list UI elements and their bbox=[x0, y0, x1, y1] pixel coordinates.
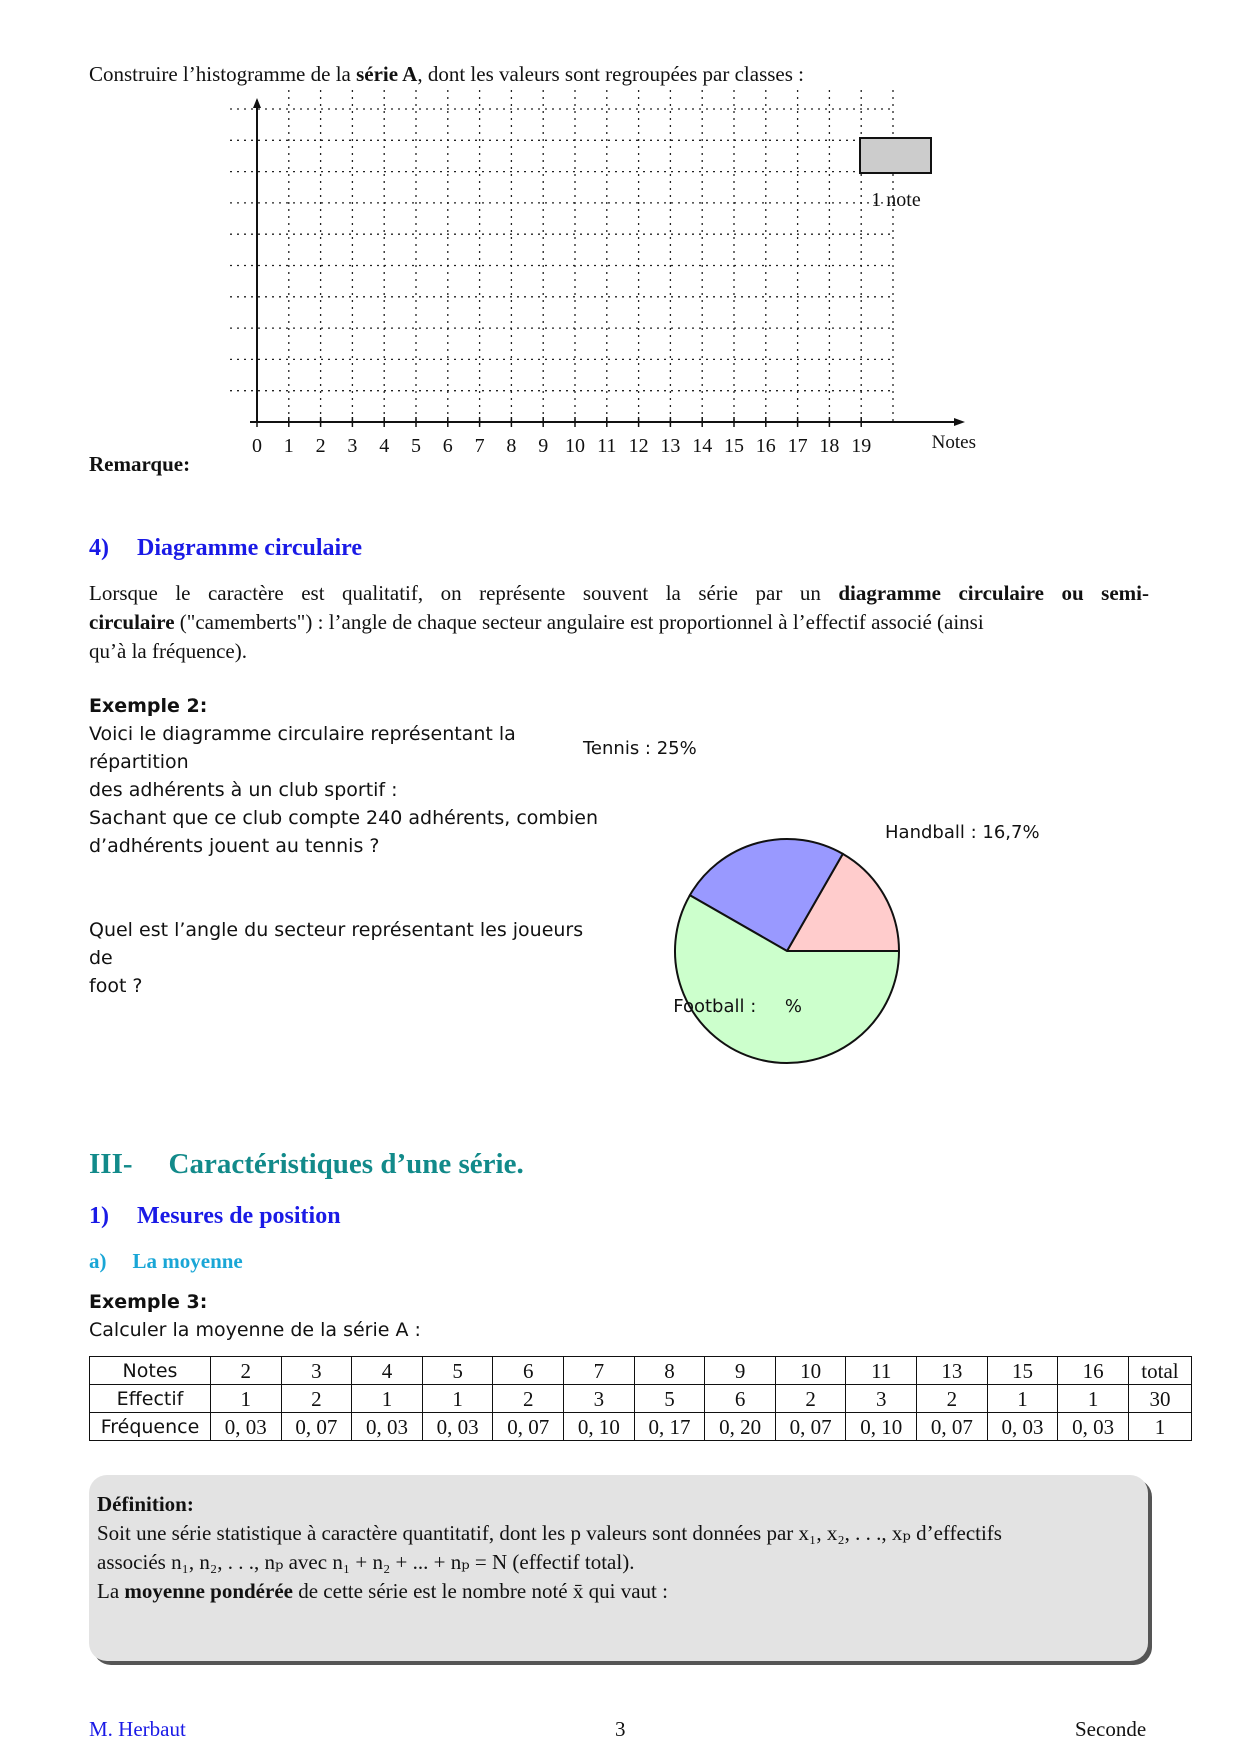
unit-legend-label: 1 note bbox=[871, 189, 921, 211]
example-2-line: des adhérents à un club sportif : bbox=[89, 779, 398, 801]
example-3 bbox=[89, 1288, 421, 1344]
table-cell: 1 bbox=[1128, 1413, 1191, 1441]
x-tick-label: 17 bbox=[787, 435, 808, 457]
table-cell: 0, 20 bbox=[705, 1413, 776, 1441]
x-tick-label: 15 bbox=[724, 435, 744, 457]
x-tick-label: 2 bbox=[315, 435, 326, 457]
table-cell: 1 bbox=[422, 1385, 493, 1413]
table-cell: 4 bbox=[352, 1357, 423, 1385]
table-cell: 0, 10 bbox=[846, 1413, 917, 1441]
x-tick-label: 7 bbox=[474, 435, 485, 457]
footer-author: M. Herbaut bbox=[89, 1717, 186, 1741]
table-cell: 30 bbox=[1128, 1385, 1191, 1413]
table-cell: 1 bbox=[211, 1385, 282, 1413]
table-cell: 1 bbox=[1058, 1385, 1129, 1413]
table-cell: 0, 07 bbox=[775, 1413, 846, 1441]
table-cell: 11 bbox=[846, 1357, 917, 1385]
example-2-question: foot ? bbox=[89, 975, 143, 997]
subsection-1-heading: 1) Mesures de position bbox=[89, 1203, 341, 1229]
table-cell: 9 bbox=[705, 1357, 776, 1385]
paragraph-line-3: qu’à la fréquence). bbox=[89, 639, 247, 663]
table-cell: 3 bbox=[846, 1385, 917, 1413]
table-cell: 15 bbox=[987, 1357, 1058, 1385]
table-cell: 2 bbox=[775, 1385, 846, 1413]
table-cell: 0, 10 bbox=[564, 1413, 635, 1441]
section-4-paragraph bbox=[89, 579, 1149, 666]
table-cell: 0, 07 bbox=[281, 1413, 352, 1441]
x-tick-label: 14 bbox=[692, 435, 713, 457]
example-2-line: Sachant que ce club compte 240 adhérents, combien bbox=[89, 807, 599, 829]
example-2-line: d’adhérents jouent au tennis ? bbox=[89, 835, 380, 857]
table-cell: 5 bbox=[634, 1385, 705, 1413]
section-4-heading: 4) Diagramme circulaire bbox=[89, 535, 363, 561]
row-header: Notes bbox=[90, 1357, 211, 1385]
table-cell: 6 bbox=[705, 1385, 776, 1413]
x-tick-label: 8 bbox=[506, 435, 517, 457]
table-cell: 10 bbox=[775, 1357, 846, 1385]
example-2-question: Quel est l’angle du secteur représentant les joueurs de bbox=[89, 919, 584, 969]
x-tick-labels bbox=[252, 435, 871, 457]
x-tick-label: 10 bbox=[565, 435, 585, 457]
table-cell: 2 bbox=[211, 1357, 282, 1385]
x-tick-label: 19 bbox=[851, 435, 872, 457]
table-cell: 0, 03 bbox=[422, 1413, 493, 1441]
pie-chart bbox=[583, 738, 1160, 1090]
table-cell: 2 bbox=[917, 1385, 988, 1413]
example-2-line: Voici le diagramme circulaire représentant la répartition bbox=[89, 723, 516, 773]
example-2-heading: Exemple 2: bbox=[89, 695, 208, 717]
section-III-heading: III- Caractéristiques d’une série. bbox=[89, 1148, 524, 1180]
pie-label: Football : % bbox=[673, 996, 802, 1017]
table-row bbox=[90, 1357, 1192, 1385]
table-cell: 6 bbox=[493, 1357, 564, 1385]
paragraph-line-1: Lorsque le caractère est qualitatif, on représente souvent la série par un diagramme circulaire ou semi- bbox=[89, 581, 1149, 605]
definition-line: La moyenne pondérée de cette série est le nombre noté x̄ qui vaut : bbox=[97, 1579, 668, 1603]
table-cell: 1 bbox=[987, 1385, 1058, 1413]
table-cell: 0, 03 bbox=[1058, 1413, 1129, 1441]
paragraph-line-2: circulaire ("camemberts") : l’angle de chaque secteur angulaire est proportionnel à l’effectif associé (ainsi bbox=[89, 610, 984, 634]
table-cell: 7 bbox=[564, 1357, 635, 1385]
x-axis-arrow bbox=[954, 418, 965, 426]
pie-label: Handball : 16,7% bbox=[885, 822, 1040, 843]
table-cell: 2 bbox=[281, 1385, 352, 1413]
example-3-heading: Exemple 3: bbox=[89, 1291, 208, 1313]
definition-text bbox=[97, 1490, 1147, 1606]
x-tick-label: 0 bbox=[252, 435, 262, 457]
footer-level: Seconde bbox=[1075, 1717, 1147, 1741]
x-tick-label: 13 bbox=[660, 435, 681, 457]
definition-line: Soit une série statistique à caractère quantitatif, dont les p valeurs sont données par x₁, x₂, . . ., xₚ d’effectifs bbox=[97, 1521, 1002, 1545]
footer-page-number: 3 bbox=[615, 1717, 626, 1741]
table-cell: 13 bbox=[917, 1357, 988, 1385]
x-tick-label: 5 bbox=[411, 435, 421, 457]
table-cell: total bbox=[1128, 1357, 1191, 1385]
x-tick-label: 18 bbox=[819, 435, 840, 457]
subsection-a-heading: a) La moyenne bbox=[89, 1249, 243, 1273]
grid-lines bbox=[230, 90, 893, 422]
table-cell: 0, 17 bbox=[634, 1413, 705, 1441]
x-tick-label: 1 bbox=[283, 435, 294, 457]
row-header: Effectif bbox=[90, 1385, 211, 1413]
example-2 bbox=[89, 692, 609, 1000]
table-cell: 1 bbox=[352, 1385, 423, 1413]
table-cell: 3 bbox=[281, 1357, 352, 1385]
table-cell: 0, 03 bbox=[987, 1413, 1058, 1441]
x-axis-label: Notes bbox=[931, 432, 976, 453]
example-3-text: Calculer la moyenne de la série A : bbox=[89, 1319, 421, 1341]
table-row bbox=[90, 1413, 1192, 1441]
row-header: Fréquence bbox=[90, 1413, 211, 1441]
histogram-instruction: Construire l’histogramme de la série A, dont les valeurs sont regroupées par classes : bbox=[89, 62, 804, 86]
definition-line: associés n₁, n₂, . . ., nₚ avec n₁ + n₂ + ... + nₚ = N (effectif total). bbox=[97, 1550, 635, 1574]
table-cell: 2 bbox=[493, 1385, 564, 1413]
y-axis-arrow bbox=[253, 98, 261, 108]
x-tick-label: 6 bbox=[442, 435, 453, 457]
table-cell: 16 bbox=[1058, 1357, 1129, 1385]
x-tick-label: 11 bbox=[597, 435, 617, 457]
table-cell: 3 bbox=[564, 1385, 635, 1413]
table-cell: 0, 03 bbox=[352, 1413, 423, 1441]
histogram-grid bbox=[230, 90, 980, 470]
pie-label: Tennis : 25% bbox=[583, 738, 697, 759]
series-a-table bbox=[89, 1356, 1192, 1441]
x-tick-label: 4 bbox=[379, 435, 390, 457]
table-cell: 0, 03 bbox=[211, 1413, 282, 1441]
remark-label: Remarque: bbox=[89, 452, 191, 476]
table-cell: 5 bbox=[422, 1357, 493, 1385]
x-tick-label: 9 bbox=[538, 435, 549, 457]
unit-legend-box bbox=[860, 138, 931, 173]
definition-heading: Définition: bbox=[97, 1492, 194, 1516]
x-tick-label: 3 bbox=[347, 435, 358, 457]
x-tick-label: 16 bbox=[755, 435, 776, 457]
table-cell: 0, 07 bbox=[493, 1413, 564, 1441]
x-tick-label: 12 bbox=[628, 435, 649, 457]
table-row bbox=[90, 1385, 1192, 1413]
table-cell: 0, 07 bbox=[917, 1413, 988, 1441]
table-cell: 8 bbox=[634, 1357, 705, 1385]
